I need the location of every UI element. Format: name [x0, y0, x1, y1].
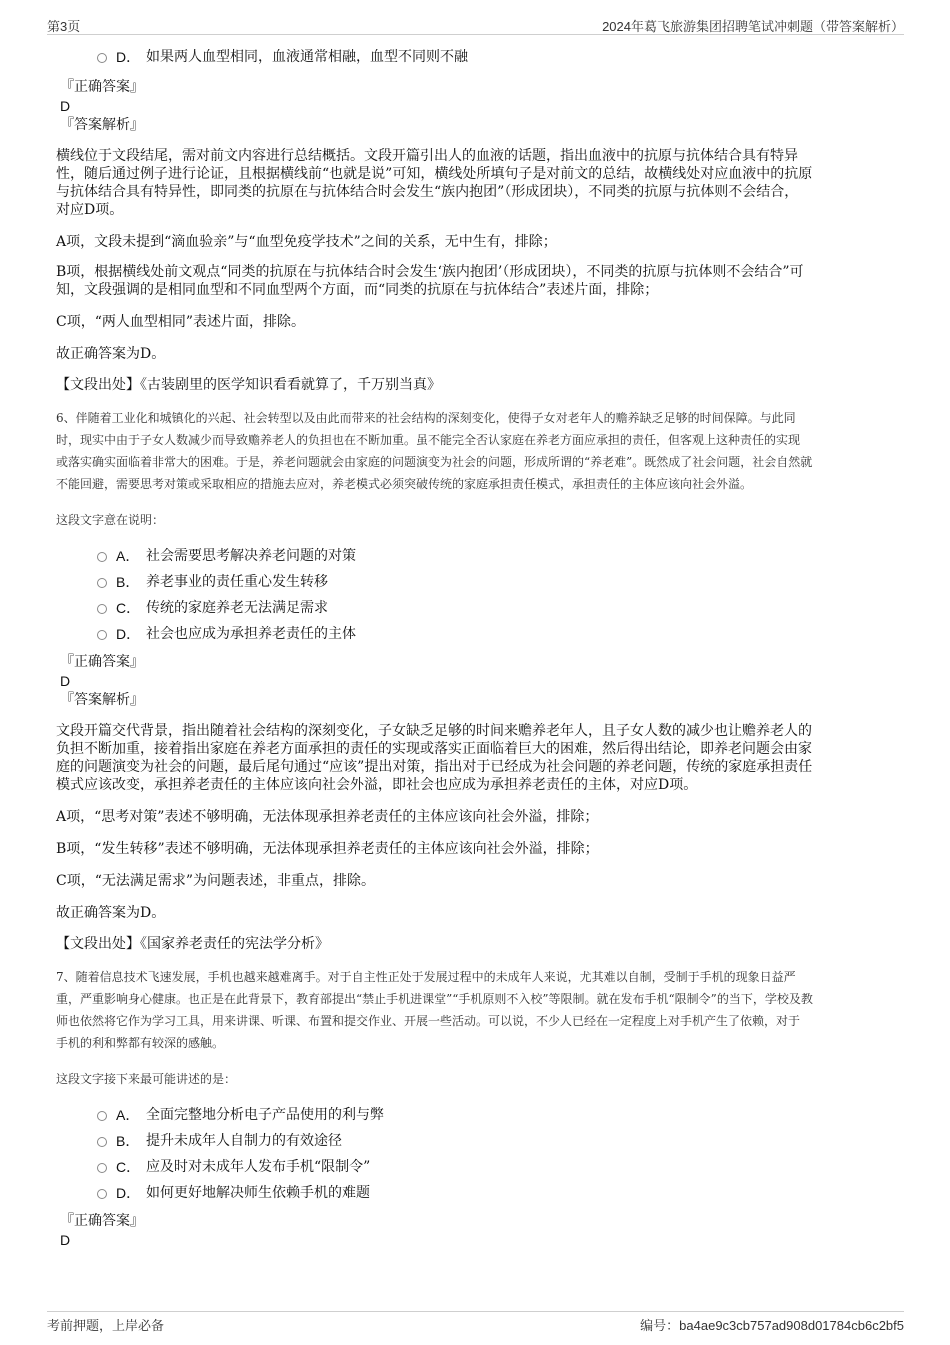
answer-label: 『正确答案』: [60, 1213, 144, 1229]
q7-option-b[interactable]: B． 提升未成年人自制力的有效途径: [56, 1128, 900, 1154]
answer-label: 『正确答案』: [60, 79, 144, 95]
analysis-label: 『答案解析』: [60, 117, 144, 133]
q7-stem: 7、随着信息技术飞速发展，手机也越来越难离手。对于自主性正处于发展过程中的未成年人来说，尤其难以自制，受制于手机的现象日益严 重，严重影响身心健康。也正是在此背景下，教育部提出“禁止手机进课堂”“手机原则不入校”等限制。就在发布手机“限制令”的当下，学校及教 师也依然将它作为学习工具，用来讲课、听课、布置和提交作业、开展一些活动。可以说，不少人已经在一定程度上对手机产生了依赖，对于 手机的利和弊都有较深的感触。: [56, 970, 813, 1050]
q7-question: 这段文字接下来最可能讲述的是：: [56, 1072, 237, 1086]
radio-icon[interactable]: [97, 1137, 107, 1147]
analysis-label: 『答案解析』: [60, 692, 144, 708]
radio-icon[interactable]: [97, 604, 107, 614]
radio-icon[interactable]: [97, 1111, 107, 1121]
q7-option-c[interactable]: C． 应及时对未成年人发布手机“限制令”: [56, 1154, 900, 1180]
q5-analysis: 横线位于文段结尾，需对前文内容进行总结概括。文段开篇引出人的血液的话题，指出血液中的抗原与抗体结合具有特异 性，随后通过例子进行论证，且根据横线前“也就是说”可知，横线处所填句子是对前文的总结，故横线处对应血液中的抗原 与抗体结合具有特异性，即同类的抗原在与抗体结合时会发生“族内抱团”（形成团块），不同类的抗原与抗体则不会结合， 对应D项。: [56, 148, 813, 218]
document-id: 编号：ba4ae9c3cb757ad908d01784cb6c2bf5: [640, 1318, 904, 1333]
q5-a-note: A项，文段未提到“滴血验亲”与“血型免疫学技术”之间的关系，无中生有，排除；: [56, 234, 557, 250]
document-title: 2024年葛飞旅游集团招聘笔试冲刺题（带答案解析）: [602, 19, 904, 34]
radio-icon[interactable]: [97, 53, 107, 63]
q5-conclusion: 故正确答案为D。: [56, 346, 166, 362]
footer-slogan: 考前押题，上岸必备: [47, 1318, 165, 1333]
q5-c-note: C项，“两人血型相同”表述片面，排除。: [56, 314, 306, 330]
q6-b-note: B项，“发生转移”表述不够明确，无法体现承担养老责任的主体应该向社会外溢，排除；: [56, 841, 599, 857]
q6-answer: D: [60, 673, 71, 689]
q5-option-d[interactable]: D． 如果两人血型相同，血液通常相融，血型不同则不融: [56, 44, 900, 70]
q6-conclusion: 故正确答案为D。: [56, 905, 166, 921]
q6-c-note: C项，“无法满足需求”为问题表述，非重点，排除。: [56, 873, 376, 889]
q5-b-note: B项，根据横线处前文观点“同类的抗原在与抗体结合时会发生‘族内抱团’（形成团块），不同类的抗原与抗体则不会结合”可 知，文段强调的是相同血型和不同血型两个方面，而“同类的抗原在与抗体结合”表述片面，排除；: [56, 264, 804, 298]
q7-answer: D: [60, 1232, 71, 1248]
radio-icon[interactable]: [97, 630, 107, 640]
q6-stem: 6、伴随着工业化和城镇化的兴起、社会转型以及由此而带来的社会结构的深刻变化，使得子女对老年人的赡养缺乏足够的时间保障。与此同 时，现实中由于子女人数减少而导致赡养老人的负担也在不断加重。虽不能完全否认家庭在养老方面应承担的责任，但客观上这种责任的实现 或落实确实面临着非常大的困难。于是，养老问题就会由家庭的问题演变为社会的问题，形成所谓的“养老难”。既然成了社会问题，社会自然就 不能回避，需要思考对策或采取相应的措施去应对，养老模式必须突破传统的家庭承担责任模式，承担责任的主体应该向社会外溢。: [56, 411, 813, 491]
radio-icon[interactable]: [97, 1163, 107, 1173]
answer-label: 『正确答案』: [60, 654, 144, 670]
radio-icon[interactable]: [97, 578, 107, 588]
q6-analysis: 文段开篇交代背景，指出随着社会结构的深刻变化，子女缺乏足够的时间来赡养老年人，且子女人数的减少也让赡养老人的 负担不断加重，接着指出家庭在养老方面承担的责任的实现或落实正面临着巨大的困难，然后得出结论，即养老问题会由家 庭的问题演变为社会的问题，最后尾句通过“应该”提出对策，指出对于已经成为社会问题的养老问题，传统的家庭承担责任 模式应该改变，承担养老责任的主体应该向社会外溢，即社会也应成为承担养老责任的主体，对应D项。: [56, 723, 813, 793]
q7-option-d[interactable]: D． 如何更好地解决师生依赖手机的难题: [56, 1180, 900, 1206]
page-header: [47, 14, 904, 35]
q6-option-b[interactable]: B． 养老事业的责任重心发生转移: [56, 569, 900, 595]
radio-icon[interactable]: [97, 1189, 107, 1199]
q6-option-d[interactable]: D． 社会也应成为承担养老责任的主体: [56, 621, 900, 647]
q7-option-a[interactable]: A． 全面完整地分析电子产品使用的利与弊: [56, 1102, 900, 1128]
q6-option-c[interactable]: C． 传统的家庭养老无法满足需求: [56, 595, 900, 621]
radio-icon[interactable]: [97, 552, 107, 562]
q5-answer: D: [60, 98, 71, 114]
document-body: [56, 40, 900, 1250]
q6-source: 【文段出处】《国家养老责任的宪法学分析》: [56, 936, 329, 952]
q7-options: [56, 1102, 900, 1206]
page-footer: [47, 1311, 904, 1334]
q6-a-note: A项，“思考对策”表述不够明确，无法体现承担养老责任的主体应该向社会外溢，排除；: [56, 809, 599, 825]
q6-options: [56, 543, 900, 647]
q6-option-a[interactable]: A． 社会需要思考解决养老问题的对策: [56, 543, 900, 569]
page-number: 第3页: [47, 19, 81, 34]
q5-source: 【文段出处】《古装剧里的医学知识看看就算了，千万别当真》: [56, 377, 441, 393]
q6-question: 这段文字意在说明：: [56, 513, 165, 527]
